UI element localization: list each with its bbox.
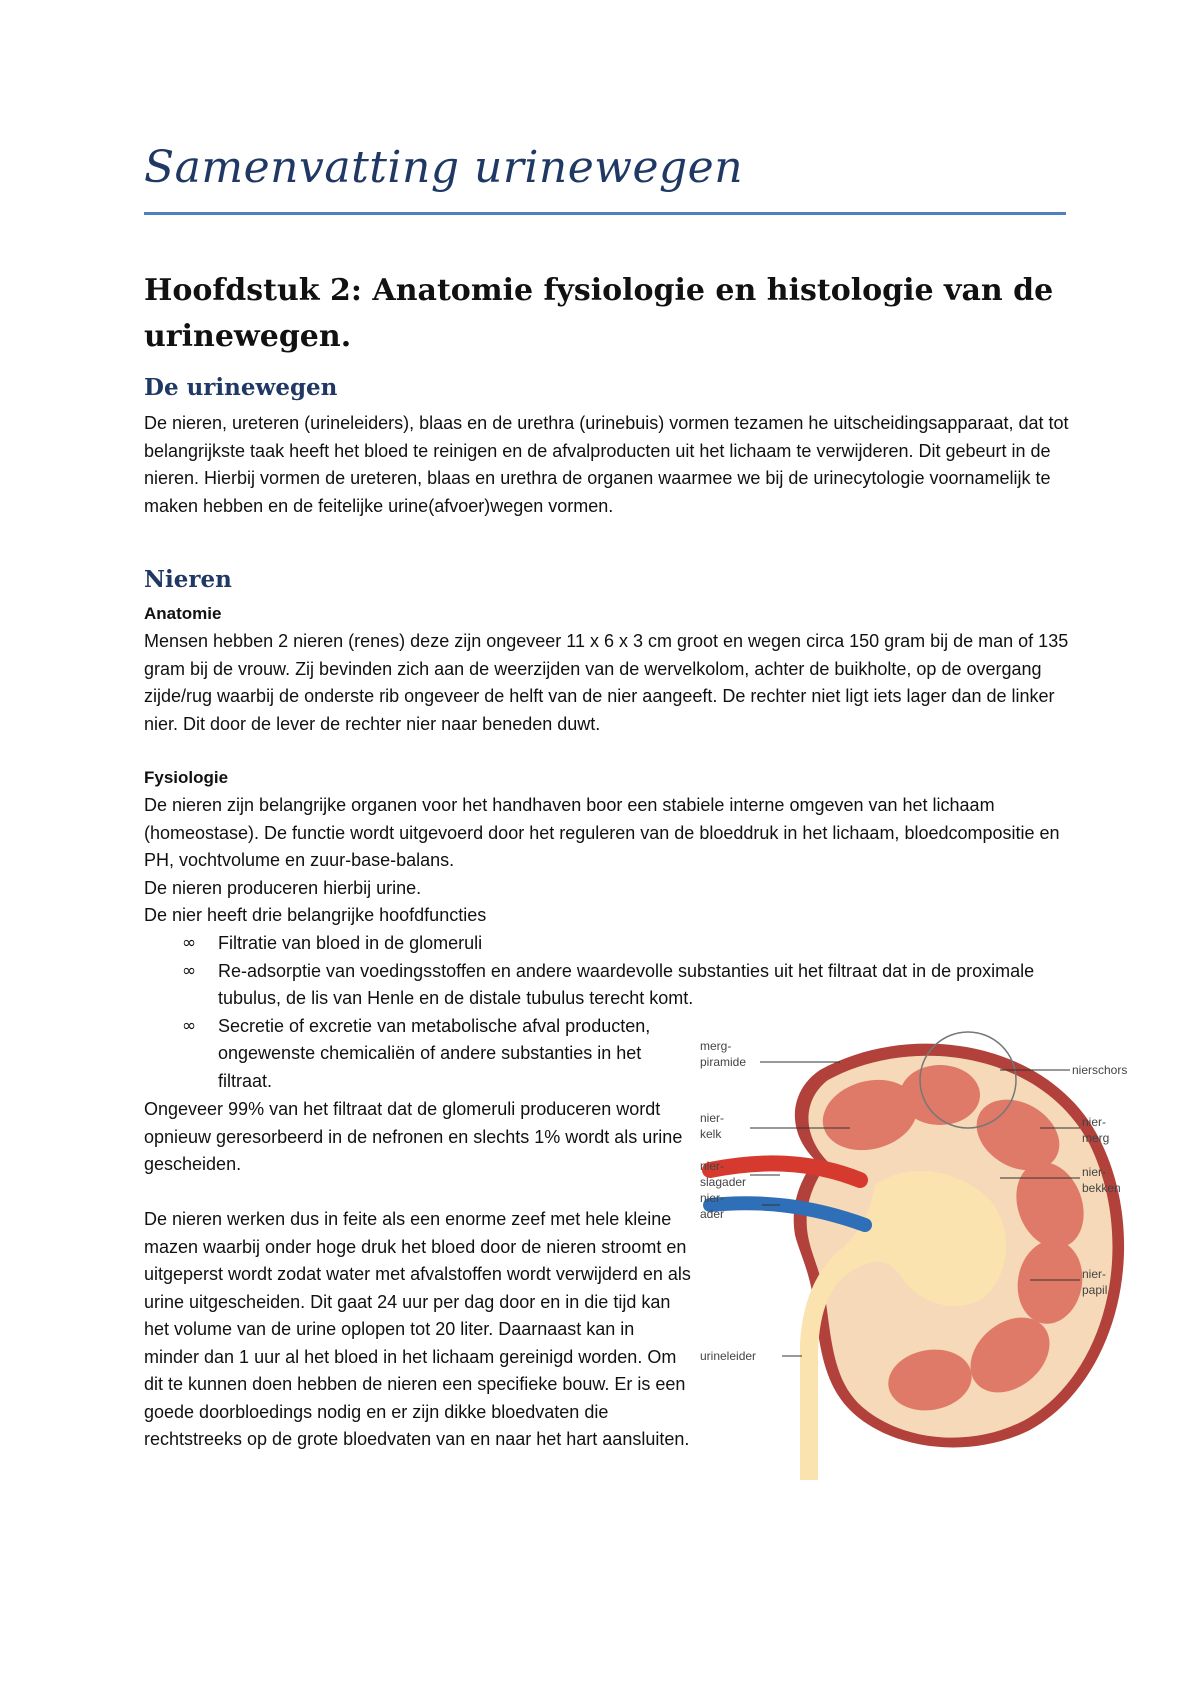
paragraph-filtraat: Ongeveer 99% van het filtraat dat de glomeruli produceren wordt opnieuw geresorbeerd in de nefronen en slechts 1% wordt als urine gescheiden. xyxy=(144,1099,683,1174)
bullet-marker: ∞ xyxy=(182,960,197,981)
label-nierslagader-2: slagader xyxy=(700,1175,747,1189)
list-item-text: Re-adsorptie van voedingsstoffen en andere waardevolle substanties uit het filtraat dat in de proximale tubulus, de lis van Henle en de distale tubulus terecht komt. xyxy=(218,960,1035,1008)
subheading-anatomie: Anatomie xyxy=(144,604,222,623)
list-item xyxy=(144,958,1069,1013)
label-nierader-1: nier- xyxy=(700,1191,725,1205)
chapter-heading: Hoofdstuk 2: Anatomie fysiologie en histologie van de urinewegen. xyxy=(144,273,1054,354)
bullet-marker: ∞ xyxy=(182,1015,197,1036)
label-nierader-2: ader xyxy=(700,1207,725,1221)
label-niermerg-2: merg xyxy=(1082,1131,1110,1145)
pyramid xyxy=(900,1065,980,1125)
list-item xyxy=(144,1013,698,1096)
label-nierbekken-2: bekken xyxy=(1082,1181,1121,1195)
paragraph-zeef: De nieren werken dus in feite als een enorme zeef met hele kleine mazen waarbij onder hoge druk het bloed door de nieren stroomt en uitgeperst wordt zodat water met afvalstoffen wordt verwijderd en als urine uitgescheiden. Dit gaat 24 uur per dag door en in die tijd kan het volume van de urine oplopen tot 20 liter. Daarnaast kan in minder dan 1 uur al het bloed in het lichaam gereinigd worden. Om dit te kunnen doen hebben de nieren een specifieke bouw. Er is een goede doorbloedings nodig en er zijn dikke bloedvaten die rechtstreeks op de grote bloedvaten van en naar het hart aansluiten. xyxy=(144,1209,691,1449)
label-nierslagader-1: nier- xyxy=(700,1159,725,1173)
section-heading-nieren: Nieren xyxy=(144,566,232,593)
paragraph-urine: De nieren produceren hierbij urine. xyxy=(144,878,422,898)
label-nierpapil-2: papil xyxy=(1082,1283,1108,1297)
label-mergpiramide-1: merg- xyxy=(700,1039,732,1053)
kidney-illustration xyxy=(700,1010,1160,1480)
label-mergpiramide-2: piramide xyxy=(700,1055,747,1069)
section-heading-urinewegen: De urinewegen xyxy=(144,374,338,401)
document-title: Samenvatting urinewegen xyxy=(144,142,744,193)
kidney-diagram xyxy=(700,1010,1160,1480)
subheading-fysiologie: Fysiologie xyxy=(144,768,229,787)
paragraph-anatomie: Mensen hebben 2 nieren (renes) deze zijn ongeveer 11 x 6 x 3 cm groot en wegen circa 150 gram bij de man of 135 gram bij de vrouw. Zij bevinden zich aan de weerzijden van de wervelkolom, achter de buikholte, op de overgang zijde/rug waarbij de onderste rib ongeveer de helft van de nier aangeeft. De rechter niet ligt iets lager dan de linker nier. Dit door de lever de rechter nier naar beneden duwt. xyxy=(144,631,1069,734)
label-urineleider: urineleider xyxy=(700,1349,757,1363)
label-nierbekken-1: nier- xyxy=(1082,1165,1107,1179)
list-item-text: Secretie of excretie van metabolische afval producten, ongewenste chemicaliën of andere substanties in het filtraat. xyxy=(218,1015,651,1091)
paragraph-fysiologie-intro: De nieren zijn belangrijke organen voor het handhaven boor een stabiele interne omgeven van het lichaam (homeostase). De functie wordt uitgevoerd door het reguleren van de bloeddruk in het lichaam, bloedcompositie en PH, vochtvolume en zuur-base-balans. xyxy=(144,795,1060,870)
paragraph-hoofdfuncties: De nier heeft drie belangrijke hoofdfuncties xyxy=(144,905,487,925)
label-nierschors: nierschors xyxy=(1072,1063,1128,1077)
list-item-text: Filtratie van bloed in de glomeruli xyxy=(218,933,483,953)
label-niermerg-1: nier- xyxy=(1082,1115,1107,1129)
title-underline xyxy=(144,212,1066,215)
label-nierkelk-1: nier- xyxy=(700,1111,725,1125)
list-item xyxy=(144,930,1069,958)
bullet-marker: ∞ xyxy=(182,933,197,953)
label-nierpapil-1: nier- xyxy=(1082,1267,1107,1281)
paragraph-urinewegen: De nieren, ureteren (urineleiders), blaas en de urethra (urinebuis) vormen tezamen he uitscheidingsapparaat, dat tot belangrijkste taak heeft het bloed te reinigen en de afvalproducten uit het lichaam te verwijderen. Dit gebeurt in de nieren. Hierbij vormen de ureteren, blaas en urethra de organen waarmee we bij de urinecytologie voornamelijk te maken hebben en de feitelijke urine(afvoer)wegen vormen. xyxy=(144,413,1069,516)
label-nierkelk-2: kelk xyxy=(700,1127,722,1141)
